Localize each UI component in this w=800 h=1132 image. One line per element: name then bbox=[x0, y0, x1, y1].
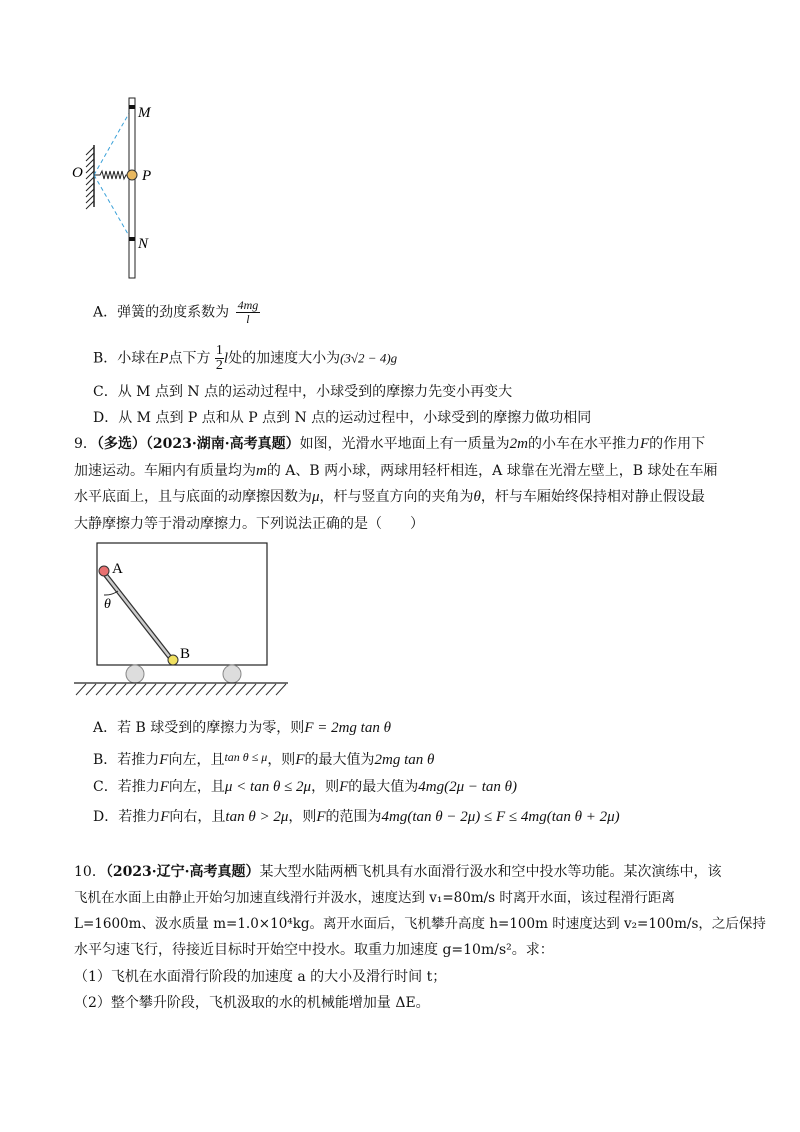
label-N: N bbox=[138, 236, 149, 252]
q9-stem-line1: 9．（多选）（2023·湖南·高考真题）如图，光滑水平地面上有一质量为2m的小车在水平推力F的作用下 bbox=[74, 436, 706, 452]
q10-stem-line3: L=1600m、汲水质量 m=1.0×10⁴kg。离开水面后，飞机攀升高度 h=100m 时速度达到 v₂=100m/s，之后保持 bbox=[74, 916, 766, 932]
q8-option-C: C．从 M 点到 N 点的运动过程中，小球受到的摩擦力先变小再变大 bbox=[93, 384, 513, 400]
label-O: O bbox=[72, 165, 83, 181]
label-M: M bbox=[138, 105, 151, 121]
spring-rod-figure bbox=[70, 95, 170, 285]
q9-stem-line4: 大静摩擦力等于滑动摩擦力。下列说法正确的是（ ） bbox=[74, 516, 424, 532]
label-B: B bbox=[180, 646, 191, 662]
q10-stem-line1: 10．（2023·辽宁·高考真题）某大型水陆两栖飞机具有水面滑行汲水和空中投水等功能。某次演练中，该 bbox=[74, 864, 722, 880]
q9-option-D: D．若推力F向右，且tan θ > 2μ，则F的范围为4mg(tan θ − 2μ) ≤ F ≤ 4mg(tan θ + 2μ) bbox=[93, 809, 620, 825]
q10-stem-line4: 水平匀速飞行，待接近目标时开始空中投水。取重力加速度 g=10m/s²。求： bbox=[74, 942, 554, 958]
cart-figure bbox=[72, 540, 294, 702]
q9-option-A: A．若 B 球受到的摩擦力为零，则F = 2mg tan θ bbox=[93, 720, 391, 736]
q9-option-B: B．若推力F向左，且tan θ ≤ μ，则F的最大值为2mg tan θ bbox=[93, 750, 435, 768]
q9-tag: （多选）（2023·湖南·高考真题） bbox=[96, 436, 300, 452]
label-P: P bbox=[142, 168, 152, 184]
q9-option-C: C．若推力F向左，且μ < tan θ ≤ 2μ，则F的最大值为4mg(2μ − tan θ) bbox=[93, 779, 518, 795]
q9-stem-line3: 水平底面上，且与底面的动摩擦因数为μ，杆与竖直方向的夹角为θ，杆与车厢始终保持相对静止假设最 bbox=[74, 489, 705, 505]
q10-tag: （2023·辽宁·高考真题） bbox=[105, 864, 260, 880]
q8-option-B: B．小球在P点下方 $\frac{1}{2}$ l处的加速度大小为(3√2 − 4)g bbox=[93, 343, 398, 373]
q8-A-denominator: l bbox=[246, 312, 250, 326]
q10-sub-question-1: （1）飞机在水面滑行阶段的加速度 a 的大小及滑行时间 t； bbox=[74, 969, 447, 985]
q10-sub-question-2: （2）整个攀升阶段，飞机汲取的水的机械能增加量 ΔE。 bbox=[74, 995, 430, 1011]
q8-option-D: D．从 M 点到 P 点和从 P 点到 N 点的运动过程中，小球受到的摩擦力做功相同 bbox=[93, 410, 592, 426]
label-theta: θ bbox=[104, 597, 111, 612]
q10-stem-line2: 飞机在水面上由静止开始匀加速直线滑行并汲水，速度达到 v₁=80m/s 时离开水面，该过程滑行距离 bbox=[74, 890, 675, 906]
q9-stem-line2: 加速运动。车厢内有质量均为m的 A、B 两小球，两球用轻杆相连，A 球靠在光滑左壁上，B 球处在车厢 bbox=[74, 463, 718, 479]
label-A: A bbox=[112, 561, 123, 577]
q8-option-A: A．弹簧的劲度系数为 $\frac{4mg}{l}$ bbox=[93, 298, 259, 326]
q8-A-numerator: 4mg bbox=[237, 298, 259, 312]
